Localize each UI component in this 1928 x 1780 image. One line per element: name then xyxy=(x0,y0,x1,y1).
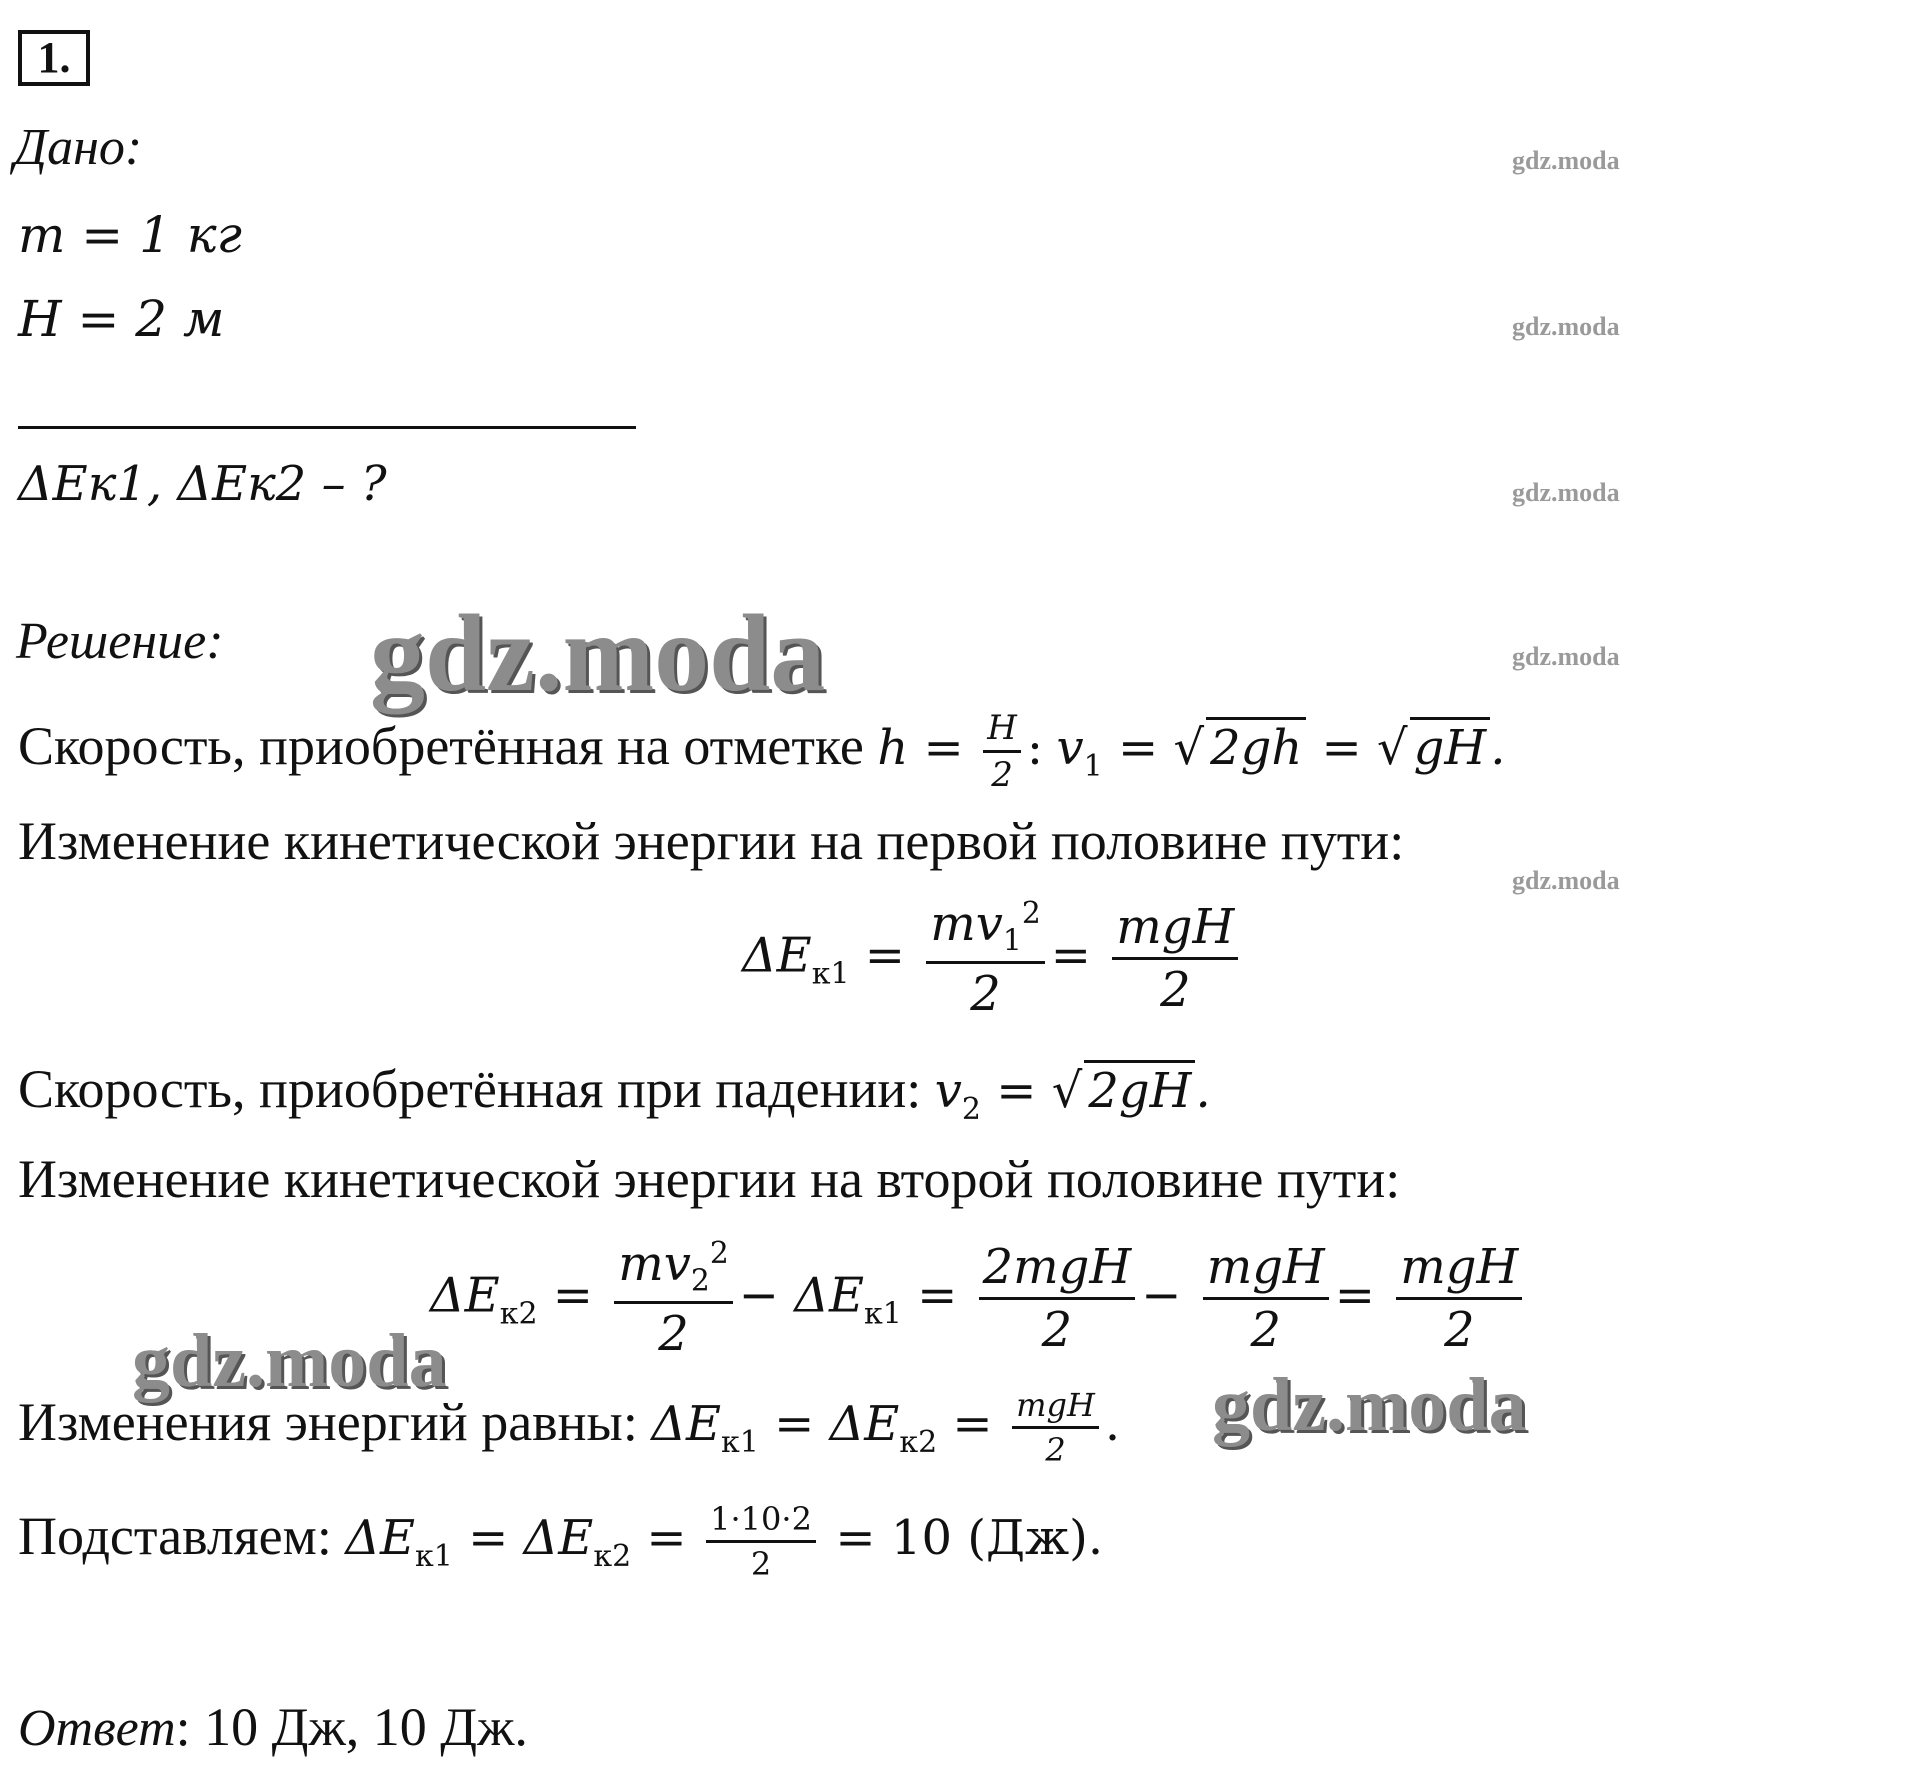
watermark-small: gdz.moda xyxy=(1512,146,1620,175)
ek1-text-line: Изменение кинетической энергии на первой половине пути: xyxy=(18,811,1405,871)
speed-fall-line: Скорость, приобретённая при падении: $v_2$ = √ 2gH. xyxy=(18,1059,1211,1127)
equal-line: Изменения энергий равны: $\Delta E_{к1} = \Delta E_{к2}$ = $\frac{\text{mgH}}{2}$ . xyxy=(18,1386,1121,1469)
ek2-formula: $\Delta E_{к2}$ = $\frac{mv_2^2}{2}$ − $\Delta E_{к1}$ = $\frac{\text{2mgH}}{2}$ − $\frac{\text{mgH}}{2}$ = $\frac{\text{mgH}}{2}$ xyxy=(430,1236,1528,1362)
answer-value: 10 Дж, 10 Дж. xyxy=(204,1697,528,1757)
watermark-small: gdz.moda xyxy=(1512,642,1620,671)
find-unknowns: ΔEк1, ΔEк2 – ? xyxy=(18,456,387,512)
answer-label: Ответ xyxy=(18,1700,176,1757)
given-label: Дано: xyxy=(14,119,143,176)
watermark-large: gdz.moda xyxy=(370,592,826,714)
watermark-small: gdz.moda xyxy=(1512,866,1620,895)
problem-number: 1. xyxy=(18,30,90,86)
watermark-small: gdz.moda xyxy=(1512,478,1620,507)
speed-half-line: Скорость, приобретённая на отметке h = $\frac{H}{2}$ : $v_1$ = √ 2gh = √ gH. xyxy=(18,708,1506,795)
watermark-medium: gdz.moda xyxy=(1212,1363,1527,1447)
ek2-text-line: Изменение кинетической энергии на второй половине пути: xyxy=(18,1149,1401,1209)
substitute-line: Подставляем: $\Delta E_{к1} = \Delta E_{к2}$ = $\frac{1\cdot 10\cdot 2}{2}$ = 10 (Дж). xyxy=(18,1500,1104,1583)
given-mass: m = 1 кг xyxy=(18,206,242,264)
watermark-medium: gdz.moda xyxy=(132,1319,447,1403)
solution-label: Решение: xyxy=(16,613,224,670)
given-height: H = 2 м xyxy=(18,290,225,348)
watermark-small: gdz.moda xyxy=(1512,312,1620,341)
answer-line: Ответ: 10 Дж, 10 Дж. xyxy=(18,1697,528,1757)
given-divider xyxy=(18,426,636,429)
ek1-formula: $\Delta E_{к1}$ = $\frac{mv_1^2}{2}$ = $\frac{\text{mgH}}{2}$ xyxy=(742,896,1244,1022)
